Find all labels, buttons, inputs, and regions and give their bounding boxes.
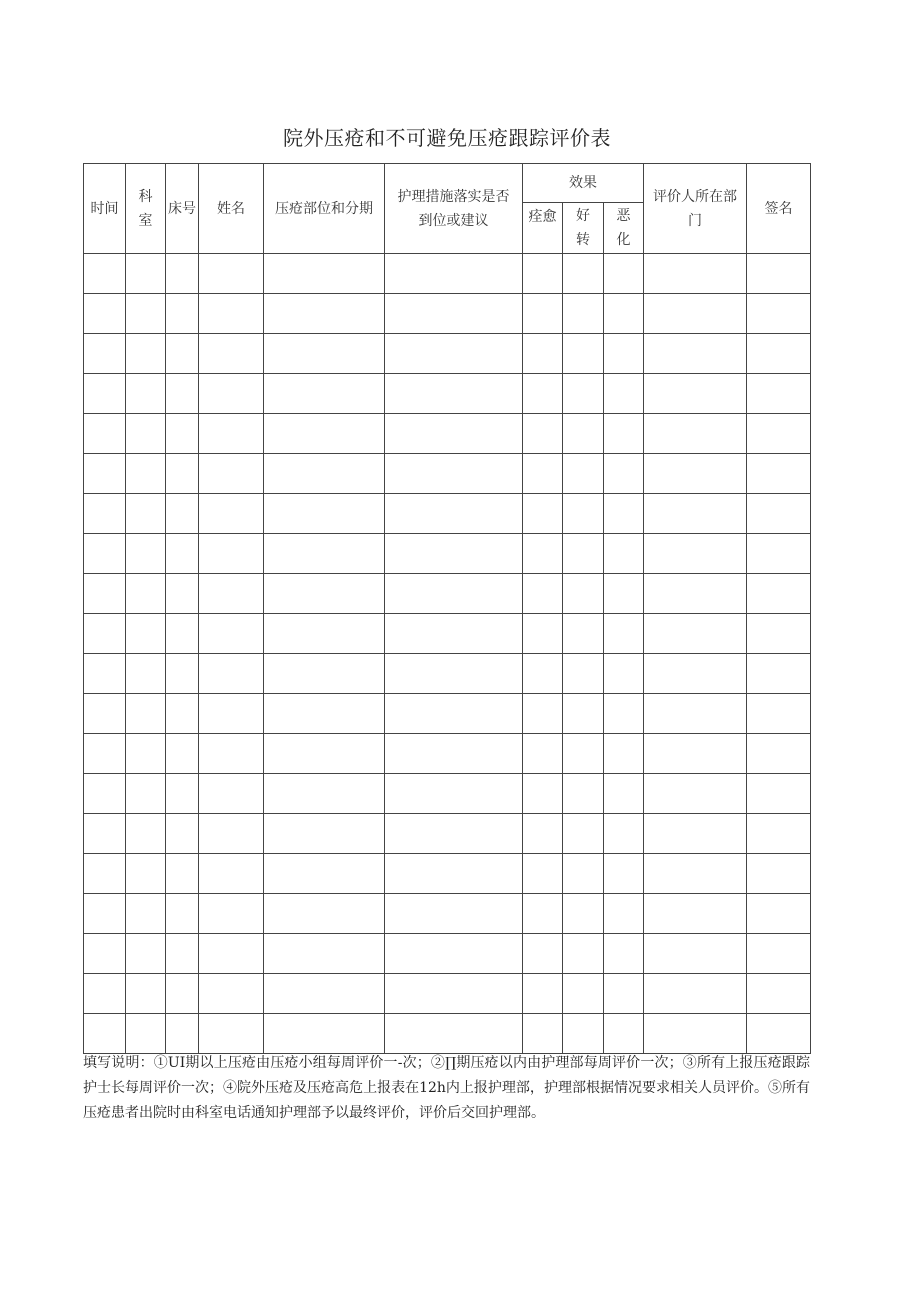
table-cell[interactable] xyxy=(563,494,604,534)
table-cell[interactable] xyxy=(264,934,385,974)
table-cell[interactable] xyxy=(644,574,747,614)
table-cell[interactable] xyxy=(126,894,166,934)
table-cell[interactable] xyxy=(264,334,385,374)
header-improved-label: 好转 xyxy=(575,208,590,248)
table-cell[interactable] xyxy=(563,254,604,294)
table-cell[interactable] xyxy=(644,454,747,494)
table-row xyxy=(84,894,811,934)
table-cell[interactable] xyxy=(523,934,563,974)
table-row xyxy=(84,414,811,454)
table-cell[interactable] xyxy=(747,974,811,1014)
table-row xyxy=(84,494,811,534)
table-cell[interactable] xyxy=(199,654,264,694)
table-row xyxy=(84,814,811,854)
table-cell[interactable] xyxy=(385,694,523,734)
header-measures: 护理措施落实是否到位或建议 xyxy=(385,164,523,254)
table-row xyxy=(84,774,811,814)
table-cell[interactable] xyxy=(747,414,811,454)
table-row xyxy=(84,1014,811,1054)
table-cell[interactable] xyxy=(604,734,644,774)
table-cell[interactable] xyxy=(523,254,563,294)
table-cell[interactable] xyxy=(166,374,199,414)
table-cell[interactable] xyxy=(747,1014,811,1054)
table-cell[interactable] xyxy=(84,574,126,614)
table-cell[interactable] xyxy=(747,934,811,974)
table-cell[interactable] xyxy=(644,494,747,534)
table-cell[interactable] xyxy=(385,374,523,414)
table-cell[interactable] xyxy=(126,1014,166,1054)
table-cell[interactable] xyxy=(604,454,644,494)
table-cell[interactable] xyxy=(166,854,199,894)
table-cell[interactable] xyxy=(385,334,523,374)
fill-instructions: 填写说明：①UI期以上压疮由压疮小组每周评价一-次；②∏期压疮以内由护理部每周评价一次；③所有上报压疮跟踪护士长每周评价一次；④院外压疮及压疮高危上报表在12h内上报护理部，护理部根据情况要求相关人员评价。⑤所有压疮患者出院时由科室电话通知护理部予以最终评价，评价后交回护理部。 xyxy=(83,1055,810,1121)
table-cell[interactable] xyxy=(523,814,563,854)
tracking-form-table xyxy=(83,163,811,1054)
table-cell[interactable] xyxy=(385,814,523,854)
table-cell[interactable] xyxy=(563,454,604,494)
table-cell[interactable] xyxy=(166,454,199,494)
table-cell[interactable] xyxy=(747,894,811,934)
table-cell[interactable] xyxy=(644,734,747,774)
table-cell[interactable] xyxy=(126,734,166,774)
table-cell[interactable] xyxy=(604,814,644,854)
table-cell[interactable] xyxy=(523,614,563,654)
table-cell[interactable] xyxy=(166,494,199,534)
table-cell[interactable] xyxy=(523,774,563,814)
table-cell[interactable] xyxy=(523,974,563,1014)
table-row xyxy=(84,334,811,374)
table-cell[interactable] xyxy=(747,774,811,814)
table-cell[interactable] xyxy=(126,334,166,374)
table-cell[interactable] xyxy=(199,294,264,334)
table-cell[interactable] xyxy=(385,294,523,334)
table-cell[interactable] xyxy=(747,454,811,494)
table-row xyxy=(84,614,811,654)
table-cell[interactable] xyxy=(523,294,563,334)
table-cell[interactable] xyxy=(747,654,811,694)
table-cell[interactable] xyxy=(264,974,385,1014)
table-cell[interactable] xyxy=(84,534,126,574)
header-healed: 痊愈 xyxy=(523,203,563,254)
table-cell[interactable] xyxy=(199,614,264,654)
table-cell[interactable] xyxy=(264,614,385,654)
table-cell[interactable] xyxy=(199,414,264,454)
table-row xyxy=(84,374,811,414)
table-row xyxy=(84,574,811,614)
table-cell[interactable] xyxy=(385,454,523,494)
table-cell[interactable] xyxy=(166,614,199,654)
table-row xyxy=(84,454,811,494)
header-signature: 签名 xyxy=(747,164,811,254)
table-cell[interactable] xyxy=(563,694,604,734)
table-cell[interactable] xyxy=(747,334,811,374)
table-row xyxy=(84,934,811,974)
table-cell[interactable] xyxy=(523,534,563,574)
table-cell[interactable] xyxy=(264,414,385,454)
table-cell[interactable] xyxy=(126,934,166,974)
table-cell[interactable] xyxy=(264,254,385,294)
table-cell[interactable] xyxy=(385,534,523,574)
table-cell[interactable] xyxy=(747,574,811,614)
table-cell[interactable] xyxy=(747,254,811,294)
table-cell[interactable] xyxy=(126,254,166,294)
table-cell[interactable] xyxy=(264,374,385,414)
table-row xyxy=(84,694,811,734)
table-cell[interactable] xyxy=(644,374,747,414)
table-cell[interactable] xyxy=(166,734,199,774)
header-bed: 床号 xyxy=(166,164,199,254)
table-cell[interactable] xyxy=(604,974,644,1014)
table-cell[interactable] xyxy=(523,374,563,414)
table-cell[interactable] xyxy=(166,654,199,694)
table-cell[interactable] xyxy=(563,574,604,614)
table-cell[interactable] xyxy=(385,254,523,294)
header-row-1 xyxy=(84,164,811,203)
table-cell[interactable] xyxy=(199,454,264,494)
table-cell[interactable] xyxy=(644,774,747,814)
header-name: 姓名 xyxy=(199,164,264,254)
table-cell[interactable] xyxy=(604,694,644,734)
table-cell[interactable] xyxy=(84,814,126,854)
table-row xyxy=(84,854,811,894)
table-cell[interactable] xyxy=(604,894,644,934)
table-cell[interactable] xyxy=(523,734,563,774)
table-row xyxy=(84,734,811,774)
table-cell[interactable] xyxy=(604,1014,644,1054)
table-cell[interactable] xyxy=(385,734,523,774)
table-cell[interactable] xyxy=(747,534,811,574)
header-worsened xyxy=(604,203,644,254)
table-cell[interactable] xyxy=(199,494,264,534)
table-cell[interactable] xyxy=(385,494,523,534)
table-cell[interactable] xyxy=(166,774,199,814)
table-cell[interactable] xyxy=(563,334,604,374)
table-cell[interactable] xyxy=(604,774,644,814)
header-effect: 效果 xyxy=(523,164,644,203)
table-cell[interactable] xyxy=(84,454,126,494)
table-cell[interactable] xyxy=(604,614,644,654)
table-cell[interactable] xyxy=(563,974,604,1014)
table-cell[interactable] xyxy=(747,694,811,734)
table-cell[interactable] xyxy=(199,374,264,414)
table-cell[interactable] xyxy=(84,654,126,694)
table-cell[interactable] xyxy=(563,934,604,974)
table-cell[interactable] xyxy=(199,334,264,374)
table-cell[interactable] xyxy=(644,694,747,734)
table-cell[interactable] xyxy=(604,534,644,574)
table-cell[interactable] xyxy=(84,894,126,934)
table-row xyxy=(84,974,811,1014)
header-worsened-label: 恶化 xyxy=(616,208,631,248)
table-cell[interactable] xyxy=(563,814,604,854)
table-cell[interactable] xyxy=(523,1014,563,1054)
table-cell[interactable] xyxy=(604,334,644,374)
table-cell[interactable] xyxy=(264,894,385,934)
table-cell[interactable] xyxy=(264,534,385,574)
table-cell[interactable] xyxy=(644,1014,747,1054)
header-time: 时间 xyxy=(84,164,126,254)
table-cell[interactable] xyxy=(166,1014,199,1054)
table-row xyxy=(84,254,811,294)
table-cell[interactable] xyxy=(563,1014,604,1054)
table-cell[interactable] xyxy=(126,574,166,614)
table-cell[interactable] xyxy=(604,654,644,694)
table-cell[interactable] xyxy=(604,934,644,974)
table-cell[interactable] xyxy=(385,934,523,974)
table-cell[interactable] xyxy=(563,654,604,694)
table-cell[interactable] xyxy=(166,334,199,374)
table-cell[interactable] xyxy=(523,494,563,534)
header-dept-label: 科室 xyxy=(138,188,153,229)
table-cell[interactable] xyxy=(523,454,563,494)
table-cell[interactable] xyxy=(199,1014,264,1054)
table-cell[interactable] xyxy=(264,694,385,734)
table-cell[interactable] xyxy=(199,854,264,894)
table-cell[interactable] xyxy=(126,614,166,654)
table-cell[interactable] xyxy=(563,614,604,654)
table-row xyxy=(84,654,811,694)
table-cell[interactable] xyxy=(385,894,523,934)
table-cell[interactable] xyxy=(264,574,385,614)
table-cell[interactable] xyxy=(644,894,747,934)
table-cell[interactable] xyxy=(747,294,811,334)
table-cell[interactable] xyxy=(563,374,604,414)
table-cell[interactable] xyxy=(264,494,385,534)
header-site: 压疮部位和分期 xyxy=(264,164,385,254)
table-cell[interactable] xyxy=(84,974,126,1014)
table-cell[interactable] xyxy=(126,854,166,894)
table-cell[interactable] xyxy=(523,654,563,694)
table-cell[interactable] xyxy=(604,294,644,334)
table-cell[interactable] xyxy=(264,454,385,494)
table-cell[interactable] xyxy=(644,814,747,854)
table-cell[interactable] xyxy=(747,494,811,534)
table-cell[interactable] xyxy=(563,534,604,574)
table-cell[interactable] xyxy=(385,574,523,614)
table-cell[interactable] xyxy=(563,854,604,894)
table-cell[interactable] xyxy=(385,614,523,654)
table-cell[interactable] xyxy=(126,814,166,854)
table-row xyxy=(84,294,811,334)
table-cell[interactable] xyxy=(166,974,199,1014)
page-title: 院外压疮和不可避免压疮跟踪评价表 xyxy=(283,126,611,150)
table-cell[interactable] xyxy=(644,414,747,454)
table-cell[interactable] xyxy=(166,294,199,334)
table-cell[interactable] xyxy=(84,694,126,734)
table-cell[interactable] xyxy=(264,654,385,694)
table-cell[interactable] xyxy=(199,734,264,774)
table-cell[interactable] xyxy=(563,734,604,774)
table-cell[interactable] xyxy=(199,934,264,974)
table-cell[interactable] xyxy=(84,734,126,774)
table-cell[interactable] xyxy=(563,294,604,334)
table-cell[interactable] xyxy=(604,574,644,614)
table-cell[interactable] xyxy=(84,854,126,894)
table-cell[interactable] xyxy=(84,294,126,334)
table-cell[interactable] xyxy=(166,414,199,454)
table-cell[interactable] xyxy=(644,974,747,1014)
table-cell[interactable] xyxy=(166,574,199,614)
table-cell[interactable] xyxy=(644,854,747,894)
header-improved xyxy=(563,203,604,254)
table-cell[interactable] xyxy=(199,814,264,854)
table-cell[interactable] xyxy=(84,1014,126,1054)
table-cell[interactable] xyxy=(126,294,166,334)
table-cell[interactable] xyxy=(264,734,385,774)
table-row xyxy=(84,534,811,574)
table-cell[interactable] xyxy=(747,734,811,774)
table-cell[interactable] xyxy=(126,454,166,494)
table-cell[interactable] xyxy=(166,694,199,734)
table-cell[interactable] xyxy=(264,774,385,814)
table-cell[interactable] xyxy=(747,814,811,854)
table-cell[interactable] xyxy=(84,334,126,374)
table-cell[interactable] xyxy=(166,534,199,574)
table-cell[interactable] xyxy=(264,854,385,894)
header-evaluator-dept: 评价人所在部门 xyxy=(644,164,747,254)
table-cell[interactable] xyxy=(166,894,199,934)
table-cell[interactable] xyxy=(523,894,563,934)
table-cell[interactable] xyxy=(523,574,563,614)
table-cell[interactable] xyxy=(644,614,747,654)
table-cell[interactable] xyxy=(747,614,811,654)
table-cell[interactable] xyxy=(385,654,523,694)
table-cell[interactable] xyxy=(84,254,126,294)
table-cell[interactable] xyxy=(84,494,126,534)
table-cell[interactable] xyxy=(199,894,264,934)
table-cell[interactable] xyxy=(604,494,644,534)
table-cell[interactable] xyxy=(644,654,747,694)
table-cell[interactable] xyxy=(199,254,264,294)
table-cell[interactable] xyxy=(385,774,523,814)
header-dept xyxy=(126,164,166,254)
table-cell[interactable] xyxy=(385,414,523,454)
table-cell[interactable] xyxy=(604,254,644,294)
table-cell[interactable] xyxy=(84,414,126,454)
table-cell[interactable] xyxy=(747,854,811,894)
table-cell[interactable] xyxy=(126,694,166,734)
table-cell[interactable] xyxy=(84,934,126,974)
table-cell[interactable] xyxy=(166,934,199,974)
table-cell[interactable] xyxy=(126,374,166,414)
table-cell[interactable] xyxy=(523,414,563,454)
table-cell[interactable] xyxy=(644,294,747,334)
table-cell[interactable] xyxy=(264,294,385,334)
table-cell[interactable] xyxy=(523,854,563,894)
table-cell[interactable] xyxy=(385,974,523,1014)
table-cell[interactable] xyxy=(523,694,563,734)
table-cell[interactable] xyxy=(126,654,166,694)
table-cell[interactable] xyxy=(644,934,747,974)
table-cell[interactable] xyxy=(166,814,199,854)
table-cell[interactable] xyxy=(604,414,644,454)
table-cell[interactable] xyxy=(126,534,166,574)
table-cell[interactable] xyxy=(199,694,264,734)
table-cell[interactable] xyxy=(563,774,604,814)
table-cell[interactable] xyxy=(126,974,166,1014)
table-cell[interactable] xyxy=(84,774,126,814)
table-cell[interactable] xyxy=(199,974,264,1014)
table-cell[interactable] xyxy=(644,254,747,294)
table-cell[interactable] xyxy=(199,534,264,574)
table-cell[interactable] xyxy=(126,494,166,534)
table-cell[interactable] xyxy=(644,534,747,574)
table-cell[interactable] xyxy=(604,854,644,894)
table-cell[interactable] xyxy=(84,374,126,414)
table-cell[interactable] xyxy=(747,374,811,414)
table-cell[interactable] xyxy=(199,574,264,614)
table-cell[interactable] xyxy=(523,334,563,374)
table-cell[interactable] xyxy=(264,1014,385,1054)
table-cell[interactable] xyxy=(264,814,385,854)
table-cell[interactable] xyxy=(126,774,166,814)
table-cell[interactable] xyxy=(644,334,747,374)
table-cell[interactable] xyxy=(385,1014,523,1054)
table-cell[interactable] xyxy=(604,374,644,414)
table-cell[interactable] xyxy=(84,614,126,654)
table-cell[interactable] xyxy=(385,854,523,894)
table-cell[interactable] xyxy=(166,254,199,294)
table-cell[interactable] xyxy=(563,414,604,454)
table-cell[interactable] xyxy=(563,894,604,934)
table-cell[interactable] xyxy=(126,414,166,454)
table-cell[interactable] xyxy=(199,774,264,814)
